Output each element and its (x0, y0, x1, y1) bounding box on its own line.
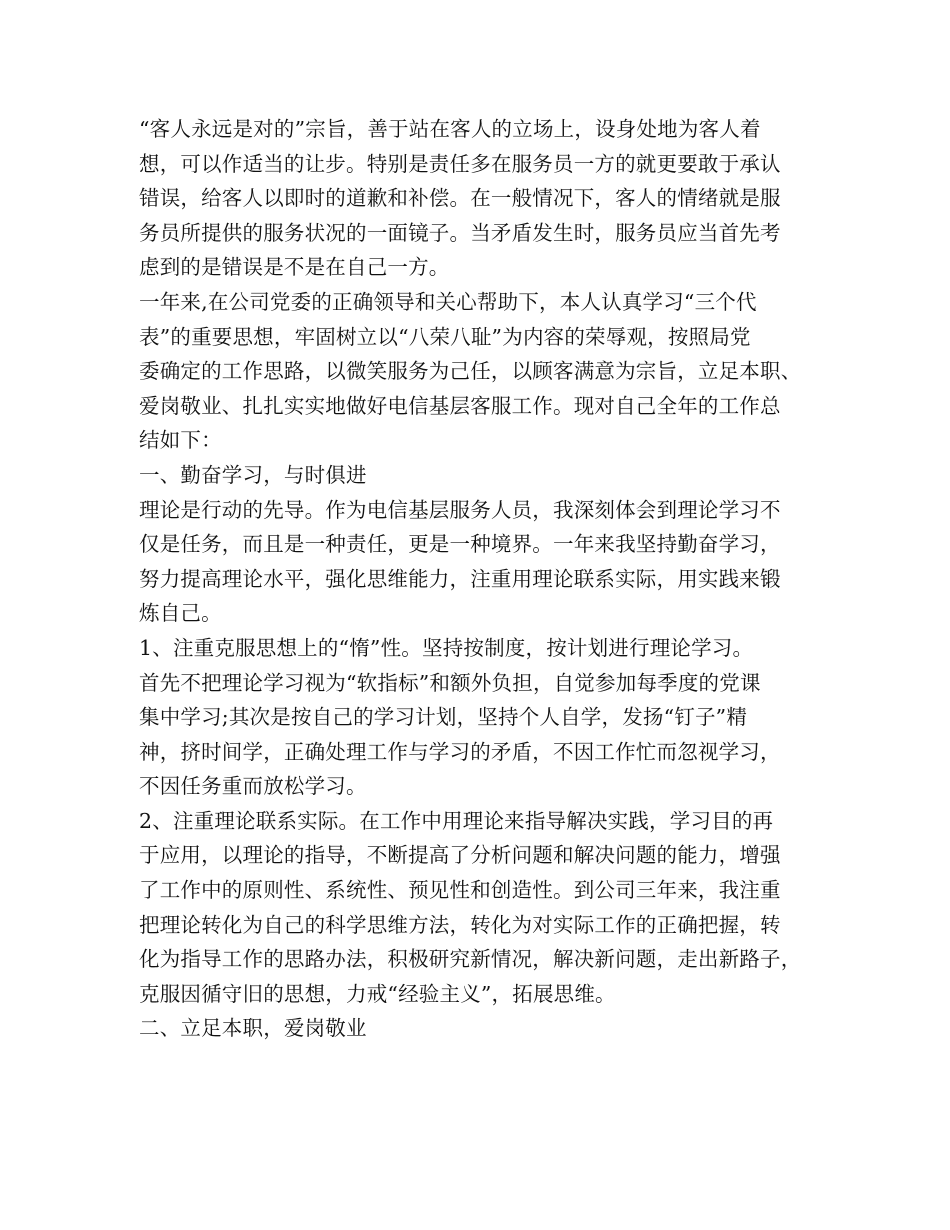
text-line: 理论是行动的先导。作为电信基层服务人员，我深刻体会到理论学习不 (139, 497, 781, 522)
text-line: 神，挤时间学，正确处理工作与学习的矛盾，不因工作忙而忽视学习， (139, 739, 781, 764)
text-line: 委确定的工作思路，以微笑服务为己任，以顾客满意为宗旨，立足本职、 (139, 359, 802, 384)
text-line: 1、注重克服思想上的“惰”性。坚持按制度，按计划进行理论学习。 (139, 635, 754, 660)
text-line: 结如下： (139, 428, 222, 453)
text-line: 首先不把理论学习视为“软指标”和额外负担，自觉参加每季度的党课 (139, 670, 761, 695)
text-line: 一年来,在公司党委的正确领导和关心帮助下，本人认真学习“三个代 (139, 289, 757, 314)
text-line: 炼自己。 (139, 601, 222, 626)
document-page (139, 112, 819, 1046)
text-line: 克服因循守旧的思想，力戒“经验主义”，拓展思维。 (139, 981, 616, 1006)
text-line: 把理论转化为自己的科学思维方法，转化为对实际工作的正确把握，转 (139, 912, 781, 937)
text-line: 表”的重要思想，牢固树立以“八荣八耻”为内容的荣辱观，按照局党 (139, 324, 751, 349)
text-line: 集中学习;其次是按自己的学习计划，坚持个人自学，发扬“钉子”精 (139, 705, 748, 730)
text-line: 想，可以作适当的让步。特别是责任多在服务员一方的就更要敢于承认 (139, 151, 781, 176)
text-line: “客人永远是对的”宗旨，善于站在客人的立场上，设身处地为客人着 (139, 117, 761, 141)
text-line: 2、注重理论联系实际。在工作中用理论来指导解决实践，学习目的再 (139, 808, 774, 833)
text-line: 不因任务重而放松学习。 (139, 774, 367, 799)
text-line: 错误，给客人以即时的道歉和补偿。在一般情况下，客人的情绪就是服 (139, 186, 781, 211)
section-heading: 一、勤奋学习，与时俱进 (139, 462, 367, 487)
text-line: 化为指导工作的思路办法，积极研究新情况，解决新问题，走出新路子， (139, 947, 802, 972)
text-line: 于应用，以理论的指导，不断提高了分析问题和解决问题的能力，增强 (139, 843, 781, 868)
text-line: 努力提高理论水平，强化思维能力，注重用理论联系实际，用实践来锻 (139, 566, 781, 591)
text-line: 爱岗敬业、扎扎实实地做好电信基层客服工作。现对自己全年的工作总 (139, 393, 781, 418)
section-heading: 二、立足本职，爱岗敬业 (139, 1016, 367, 1041)
text-line: 务员所提供的服务状况的一面镜子。当矛盾发生时，服务员应当首先考 (139, 220, 781, 245)
text-line: 了工作中的原则性、系统性、预见性和创造性。到公司三年来，我注重 (139, 878, 781, 903)
text-line: 虑到的是错误是不是在自己一方。 (139, 255, 450, 280)
text-line: 仅是任务，而且是一种责任，更是一种境界。一年来我坚持勤奋学习， (139, 532, 781, 557)
